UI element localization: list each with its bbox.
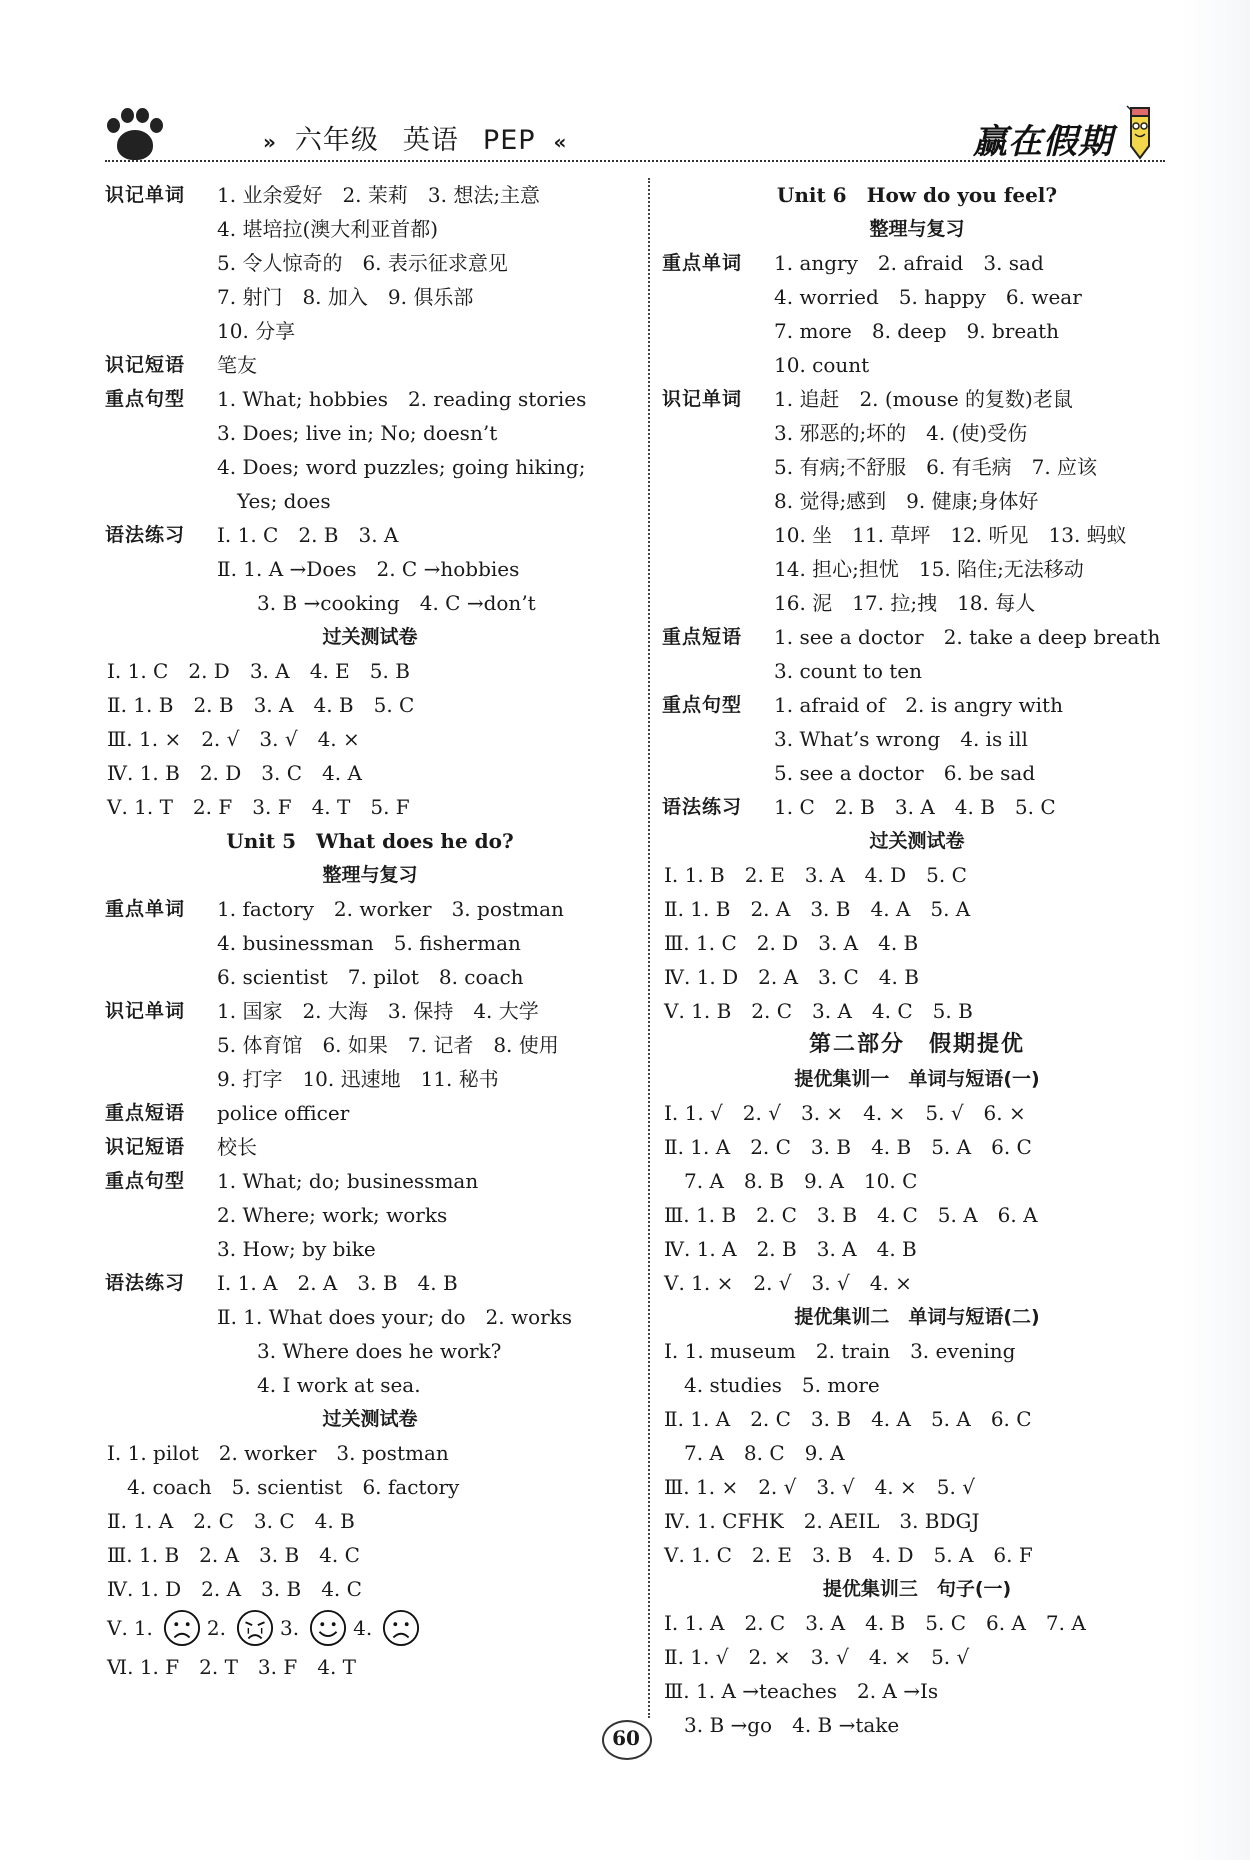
answer-line: Ⅴ. 1. T 2. F 3. F 4. T 5. F bbox=[107, 795, 410, 819]
answer-line: Ⅰ. 1. √ 2. √ 3. × 4. × 5. √ 6. × bbox=[664, 1101, 1026, 1125]
unit6-review-block bbox=[662, 246, 1172, 824]
section-row bbox=[662, 620, 1172, 688]
unit5-test-answers bbox=[105, 1436, 635, 1684]
unit4-review-block bbox=[105, 178, 635, 620]
set3-title: 提优集训三 句子(一) bbox=[822, 1578, 1012, 1600]
section-row bbox=[105, 994, 635, 1096]
happy-face-icon bbox=[309, 1609, 347, 1647]
section-row bbox=[105, 348, 635, 382]
answer-line: Ⅴ. 1. B 2. C 3. A 4. C 5. B bbox=[664, 999, 973, 1023]
section-row bbox=[105, 1096, 635, 1130]
section-row bbox=[105, 382, 635, 518]
test-title: 过关测试卷 bbox=[322, 626, 418, 648]
answer-line: Ⅰ. 1. B 2. E 3. A 4. D 5. C bbox=[664, 863, 967, 887]
left-column bbox=[105, 178, 635, 1684]
answer-line: Ⅵ. 1. F 2. T 3. F 4. T bbox=[107, 1655, 357, 1679]
answer-line: 4. businessman 5. fisherman bbox=[217, 931, 521, 955]
answer-line: Ⅳ. 1. D 2. A 3. C 4. B bbox=[664, 965, 919, 989]
section-label: 重点短语 bbox=[105, 1102, 186, 1124]
answer-line: 1. What; hobbies 2. reading stories bbox=[217, 387, 587, 411]
answer-line: Ⅰ. 1. C 2. B 3. A bbox=[217, 523, 399, 547]
answer-line: 14. 担心;担忧 15. 陷住;无法移动 bbox=[774, 557, 1084, 581]
section-label: 重点句型 bbox=[105, 388, 186, 410]
section-label: 语法练习 bbox=[662, 796, 743, 818]
column-divider bbox=[648, 178, 650, 1718]
section-row bbox=[662, 688, 1172, 790]
answer-line: Ⅲ. 1. × 2. √ 3. √ 4. × 5. √ bbox=[664, 1475, 975, 1499]
answer-line: Ⅳ. 1. B 2. D 3. C 4. A bbox=[107, 761, 362, 785]
answer-line: 1. 业余爱好 2. 茉莉 3. 想法;主意 bbox=[217, 183, 541, 207]
sad-face-icon bbox=[163, 1609, 201, 1647]
double-arrow-left-icon: « bbox=[553, 130, 568, 154]
answer-line: Ⅱ. 1. What does your; do 2. works bbox=[217, 1305, 573, 1329]
answer-line: Ⅴ. 1. × 2. √ 3. √ 4. × bbox=[664, 1271, 912, 1295]
answer-line: Ⅰ. 1. C 2. D 3. A 4. E 5. B bbox=[107, 659, 410, 683]
item-number: 2. bbox=[206, 1616, 226, 1640]
answer-line: Ⅴ. 1. C 2. E 3. B 4. D 5. A 6. F bbox=[664, 1543, 1033, 1567]
answer-line: Ⅱ. 1. √ 2. × 3. √ 4. × 5. √ bbox=[664, 1645, 970, 1669]
set2-answers bbox=[662, 1334, 1172, 1572]
header-grade: 六年级 bbox=[294, 125, 379, 156]
answer-line: Ⅲ. 1. B 2. C 3. B 4. C 5. A 6. A bbox=[664, 1203, 1038, 1227]
unit4-test-answers bbox=[105, 654, 635, 824]
crying-face-icon bbox=[236, 1609, 274, 1647]
set1-answers bbox=[662, 1096, 1172, 1300]
section-label: 识记单词 bbox=[662, 388, 743, 410]
answer-line: 1. 国家 2. 大海 3. 保持 4. 大学 bbox=[217, 999, 539, 1023]
header-edition: PEP bbox=[482, 125, 536, 156]
answer-line: Ⅰ. 1. museum 2. train 3. evening bbox=[664, 1339, 1016, 1363]
answer-line: 4. coach 5. scientist 6. factory bbox=[107, 1475, 460, 1499]
answer-line: 9. 打字 10. 迅速地 11. 秘书 bbox=[217, 1067, 499, 1091]
answer-line: 5. 令人惊奇的 6. 表示征求意见 bbox=[217, 251, 508, 275]
paw-print-icon bbox=[105, 108, 165, 164]
header-subject: 英语 bbox=[402, 125, 459, 156]
double-arrow-right-icon: » bbox=[263, 130, 277, 154]
section-row bbox=[105, 518, 635, 620]
answer-line: 5. 有病;不舒服 6. 有毛病 7. 应该 bbox=[774, 455, 1098, 479]
page-number-badge bbox=[596, 1718, 658, 1758]
answer-line: 3. Does; live in; No; doesn’t bbox=[217, 421, 498, 445]
answer-line: 5. see a doctor 6. be sad bbox=[774, 761, 1036, 785]
answer-line: 1. What; do; businessman bbox=[217, 1169, 479, 1193]
test-title: 过关测试卷 bbox=[869, 830, 965, 852]
item-number: 3. bbox=[280, 1616, 300, 1640]
review-title: 整理与复习 bbox=[869, 218, 965, 240]
answer-line: Ⅱ. 1. B 2. B 3. A 4. B 5. C bbox=[107, 693, 415, 717]
section-label: 重点句型 bbox=[662, 694, 743, 716]
section-row bbox=[105, 892, 635, 994]
answer-line: 1. see a doctor 2. take a deep breath bbox=[774, 625, 1161, 649]
set3-answers bbox=[662, 1606, 1172, 1742]
answer-line: 10. 坐 11. 草坪 12. 听见 13. 蚂蚁 bbox=[774, 523, 1127, 547]
answer-line: 4. studies 5. more bbox=[664, 1373, 880, 1397]
section-row bbox=[105, 1266, 635, 1402]
answer-line: Ⅰ. 1. pilot 2. worker 3. postman bbox=[107, 1441, 449, 1465]
answer-line: 3. Where does he work? bbox=[217, 1339, 502, 1363]
set2-title: 提优集训二 单词与短语(二) bbox=[794, 1306, 1040, 1328]
answer-line: 3. How; by bike bbox=[217, 1237, 376, 1261]
answer-line: 5. 体育馆 6. 如果 7. 记者 8. 使用 bbox=[217, 1033, 559, 1057]
answer-line: Ⅳ. 1. A 2. B 3. A 4. B bbox=[664, 1237, 917, 1261]
answer-line: Ⅲ. 1. × 2. √ 3. √ 4. × bbox=[107, 727, 360, 751]
roman-numeral: Ⅴ. bbox=[107, 1616, 128, 1640]
header-divider bbox=[105, 160, 1165, 162]
section-row bbox=[105, 1130, 635, 1164]
answer-line: 6. scientist 7. pilot 8. coach bbox=[217, 965, 524, 989]
answer-line: 8. 觉得;感到 9. 健康;身体好 bbox=[774, 489, 1039, 513]
section-row bbox=[662, 382, 1172, 620]
answer-line: 4. worried 5. happy 6. wear bbox=[774, 285, 1082, 309]
answer-line: 1. factory 2. worker 3. postman bbox=[217, 897, 564, 921]
section-label: 识记短语 bbox=[105, 354, 186, 376]
brand-text: 赢在假期 bbox=[973, 122, 1113, 162]
answer-line: 校长 bbox=[217, 1135, 257, 1159]
answer-line: 1. afraid of 2. is angry with bbox=[774, 693, 1063, 717]
part2-title: 第二部分 假期提优 bbox=[808, 1032, 1025, 1057]
answer-line: 10. 分享 bbox=[217, 319, 296, 343]
section-label: 识记单词 bbox=[105, 184, 186, 206]
section-label: 识记单词 bbox=[105, 1000, 186, 1022]
review-title: 整理与复习 bbox=[322, 864, 418, 886]
answer-line: 3. B →cooking 4. C →don’t bbox=[217, 591, 536, 615]
answer-line: 3. count to ten bbox=[774, 659, 923, 683]
answer-line: 10. count bbox=[774, 353, 870, 377]
answer-line: Ⅲ. 1. C 2. D 3. A 4. B bbox=[664, 931, 919, 955]
item-number: 4. bbox=[353, 1616, 373, 1640]
right-column bbox=[662, 178, 1172, 1742]
answer-line: 1. angry 2. afraid 3. sad bbox=[774, 251, 1044, 275]
answer-line: Yes; does bbox=[217, 489, 331, 513]
answer-line: Ⅳ. 1. D 2. A 3. B 4. C bbox=[107, 1577, 362, 1601]
sad-face-icon bbox=[382, 1609, 420, 1647]
answer-line: Ⅰ. 1. A 2. A 3. B 4. B bbox=[217, 1271, 458, 1295]
answer-line: 3. What’s wrong 4. is ill bbox=[774, 727, 1028, 751]
page-edge-shadow bbox=[1180, 0, 1250, 1860]
answer-line: 4. 堪培拉(澳大利亚首都) bbox=[217, 217, 439, 241]
answer-line: 1. 追赶 2. (mouse 的复数)老鼠 bbox=[774, 387, 1073, 411]
item-number: 1. bbox=[133, 1616, 153, 1640]
answer-line: Ⅳ. 1. CFHK 2. AEIL 3. BDGJ bbox=[664, 1509, 980, 1533]
section-label: 重点单词 bbox=[105, 898, 186, 920]
section-label: 重点短语 bbox=[662, 626, 743, 648]
section-label: 重点单词 bbox=[662, 252, 743, 274]
answer-line: 3. B →go 4. B →take bbox=[664, 1713, 900, 1737]
set1-title: 提优集训一 单词与短语(一) bbox=[794, 1068, 1040, 1090]
answer-line: 3. 邪恶的;坏的 4. (使)受伤 bbox=[774, 421, 1028, 445]
answer-line: 4. I work at sea. bbox=[217, 1373, 421, 1397]
page-header bbox=[105, 100, 1165, 170]
answer-line: Ⅱ. 1. A 2. C 3. B 4. A 5. A 6. C bbox=[664, 1407, 1032, 1431]
answer-line: 1. C 2. B 3. A 4. B 5. C bbox=[774, 795, 1056, 819]
answer-line: 2. Where; work; works bbox=[217, 1203, 448, 1227]
section-row bbox=[662, 246, 1172, 382]
answer-line: 7. A 8. C 9. A bbox=[664, 1441, 845, 1465]
page-number: 60 bbox=[612, 1726, 640, 1750]
answer-line: police officer bbox=[217, 1101, 350, 1125]
answer-line: Ⅱ. 1. A 2. C 3. B 4. B 5. A 6. C bbox=[664, 1135, 1032, 1159]
pencil-mascot-icon bbox=[1123, 102, 1157, 160]
unit6-test-answers bbox=[662, 858, 1172, 1028]
section-label: 语法练习 bbox=[105, 1272, 186, 1294]
answer-line: Ⅰ. 1. A 2. C 3. A 4. B 5. C 6. A 7. A bbox=[664, 1611, 1086, 1635]
section-label: 语法练习 bbox=[105, 524, 186, 546]
answer-line: 4. Does; word puzzles; going hiking; bbox=[217, 455, 586, 479]
answer-line: Ⅲ. 1. A →teaches 2. A →Is bbox=[664, 1679, 939, 1703]
answer-line: Ⅱ. 1. A →Does 2. C →hobbies bbox=[217, 557, 520, 581]
unit5-review-block bbox=[105, 892, 635, 1402]
answer-line: 16. 泥 17. 拉;拽 18. 每人 bbox=[774, 591, 1036, 615]
header-title bbox=[245, 118, 585, 157]
brand-logo bbox=[965, 102, 1165, 162]
answer-line: 7. more 8. deep 9. breath bbox=[774, 319, 1060, 343]
unit6-title: Unit 6 How do you feel? bbox=[776, 183, 1058, 207]
answer-line: 笔友 bbox=[217, 353, 257, 377]
test-title: 过关测试卷 bbox=[322, 1408, 418, 1430]
answer-line: 7. A 8. B 9. A 10. C bbox=[664, 1169, 918, 1193]
unit5-title: Unit 5 What does he do? bbox=[226, 829, 514, 853]
faces-answer-line bbox=[105, 1606, 426, 1650]
answer-line: Ⅱ. 1. A 2. C 3. C 4. B bbox=[107, 1509, 355, 1533]
answer-line: Ⅱ. 1. B 2. A 3. B 4. A 5. A bbox=[664, 897, 971, 921]
section-label: 重点句型 bbox=[105, 1170, 186, 1192]
section-row bbox=[105, 1164, 635, 1266]
section-label: 识记短语 bbox=[105, 1136, 186, 1158]
answer-line: 7. 射门 8. 加入 9. 俱乐部 bbox=[217, 285, 474, 309]
section-row bbox=[662, 790, 1172, 824]
section-row bbox=[105, 178, 635, 348]
answer-line: Ⅲ. 1. B 2. A 3. B 4. C bbox=[107, 1543, 360, 1567]
